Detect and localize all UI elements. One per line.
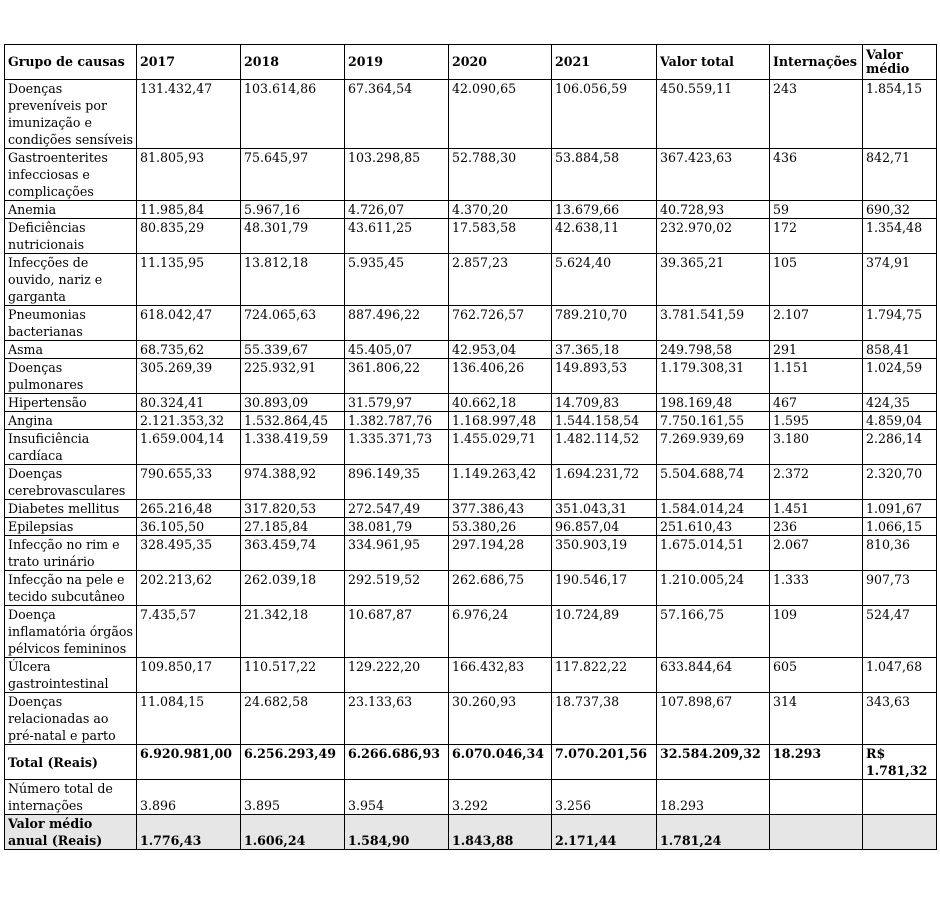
hosp-2017: 3.896 [137, 780, 241, 815]
value-cell: 96.857,04 [552, 518, 657, 536]
value-cell: 974.388,92 [241, 465, 345, 500]
value-cell: 48.301,79 [241, 219, 345, 254]
value-cell: 351.043,31 [552, 500, 657, 518]
value-cell: 67.364,54 [345, 80, 449, 149]
header-2017: 2017 [137, 45, 241, 80]
table-row [5, 219, 937, 254]
value-cell: 10.687,87 [345, 606, 449, 658]
cause-cell: Deficiências nutricionais [5, 219, 137, 254]
total-value: 32.584.209,32 [657, 745, 770, 780]
avg-empty-2 [863, 815, 937, 850]
value-cell: 38.081,79 [345, 518, 449, 536]
value-cell: 790.655,33 [137, 465, 241, 500]
value-cell: 262.686,75 [449, 571, 552, 606]
value-cell: 4.726,07 [345, 201, 449, 219]
value-cell: 40.662,18 [449, 394, 552, 412]
value-cell: 467 [770, 394, 863, 412]
value-cell: 762.726,57 [449, 306, 552, 341]
row-label: Número total de internações [5, 780, 137, 815]
value-cell: 75.645,97 [241, 149, 345, 201]
value-cell: 291 [770, 341, 863, 359]
value-cell: 1.151 [770, 359, 863, 394]
value-cell: 1.168.997,48 [449, 412, 552, 430]
value-cell: 81.805,93 [137, 149, 241, 201]
value-cell: 262.039,18 [241, 571, 345, 606]
value-cell: 202.213,62 [137, 571, 241, 606]
value-cell: 129.222,20 [345, 658, 449, 693]
avg-2020: 1.843,88 [449, 815, 552, 850]
table-row [5, 658, 937, 693]
value-cell: 53.884,58 [552, 149, 657, 201]
value-cell: 103.614,86 [241, 80, 345, 149]
value-cell: 45.405,07 [345, 341, 449, 359]
hosp-2018: 3.895 [241, 780, 345, 815]
table-row [5, 306, 937, 341]
value-cell: 297.194,28 [449, 536, 552, 571]
value-cell: 1.532.864,45 [241, 412, 345, 430]
value-cell: 105 [770, 254, 863, 306]
table-row [5, 693, 937, 745]
value-cell: 1.794,75 [863, 306, 937, 341]
value-cell: 30.260,93 [449, 693, 552, 745]
cause-cell: Infecção no rim e trato urinário [5, 536, 137, 571]
value-cell: 1.091,67 [863, 500, 937, 518]
table-row [5, 536, 937, 571]
value-cell: 117.822,22 [552, 658, 657, 693]
value-cell: 1.024,59 [863, 359, 937, 394]
value-cell: 858,41 [863, 341, 937, 359]
table-row [5, 518, 937, 536]
cause-cell: Asma [5, 341, 137, 359]
value-cell: 21.342,18 [241, 606, 345, 658]
value-cell: 424,35 [863, 394, 937, 412]
value-cell: 107.898,67 [657, 693, 770, 745]
value-cell: 343,63 [863, 693, 937, 745]
value-cell: 2.320,70 [863, 465, 937, 500]
value-cell: 1.179.308,31 [657, 359, 770, 394]
value-cell: 1.544.158,54 [552, 412, 657, 430]
value-cell: 53.380,26 [449, 518, 552, 536]
hosp-2019: 3.954 [345, 780, 449, 815]
value-cell: 37.365,18 [552, 341, 657, 359]
value-cell: 361.806,22 [345, 359, 449, 394]
value-cell: 42.953,04 [449, 341, 552, 359]
value-cell: 272.547,49 [345, 500, 449, 518]
value-cell: 317.820,53 [241, 500, 345, 518]
cause-cell: Gastroenterites infecciosas e complicações [5, 149, 137, 201]
value-cell: 618.042,47 [137, 306, 241, 341]
value-cell: 1.854,15 [863, 80, 937, 149]
header-cause-group: Grupo de causas [5, 45, 137, 80]
table-row [5, 571, 937, 606]
value-cell: 524,47 [863, 606, 937, 658]
header-total-value: Valor total [657, 45, 770, 80]
value-cell: 251.610,43 [657, 518, 770, 536]
value-cell: 436 [770, 149, 863, 201]
header-hospitalizations: Internações [770, 45, 863, 80]
value-cell: 232.970,02 [657, 219, 770, 254]
value-cell: 6.976,24 [449, 606, 552, 658]
header-2018: 2018 [241, 45, 345, 80]
value-cell: 1.354,48 [863, 219, 937, 254]
value-cell: 5.967,16 [241, 201, 345, 219]
value-cell: 907,73 [863, 571, 937, 606]
value-cell: 2.107 [770, 306, 863, 341]
value-cell: 1.451 [770, 500, 863, 518]
cause-cell: Angina [5, 412, 137, 430]
hospitalization-cost-table [4, 44, 937, 850]
value-cell: 55.339,67 [241, 341, 345, 359]
value-cell: 14.709,83 [552, 394, 657, 412]
value-cell: 810,36 [863, 536, 937, 571]
table-row [5, 341, 937, 359]
cause-cell: Doenças pulmonares [5, 359, 137, 394]
value-cell: 724.065,63 [241, 306, 345, 341]
value-cell: 887.496,22 [345, 306, 449, 341]
table-row [5, 394, 937, 412]
hospitalizations-row [5, 780, 937, 815]
value-cell: 2.067 [770, 536, 863, 571]
cause-cell: Doenças relacionadas ao pré-natal e parto [5, 693, 137, 745]
value-cell: 198.169,48 [657, 394, 770, 412]
annual-average-row [5, 815, 937, 850]
avg-empty-1 [770, 815, 863, 850]
value-cell: 103.298,85 [345, 149, 449, 201]
value-cell: 5.624,40 [552, 254, 657, 306]
value-cell: 314 [770, 693, 863, 745]
value-cell: 131.432,47 [137, 80, 241, 149]
value-cell: 68.735,62 [137, 341, 241, 359]
value-cell: 172 [770, 219, 863, 254]
value-cell: 106.056,59 [552, 80, 657, 149]
avg-2018: 1.606,24 [241, 815, 345, 850]
value-cell: 166.432,83 [449, 658, 552, 693]
value-cell: 7.435,57 [137, 606, 241, 658]
value-cell: 1.694.231,72 [552, 465, 657, 500]
value-cell: 5.935,45 [345, 254, 449, 306]
value-cell: 374,91 [863, 254, 937, 306]
header-2021: 2021 [552, 45, 657, 80]
value-cell: 36.105,50 [137, 518, 241, 536]
value-cell: 1.595 [770, 412, 863, 430]
total-hospitalizations: 18.293 [770, 745, 863, 780]
total-2017: 6.920.981,00 [137, 745, 241, 780]
value-cell: 11.084,15 [137, 693, 241, 745]
value-cell: 24.682,58 [241, 693, 345, 745]
value-cell: 57.166,75 [657, 606, 770, 658]
value-cell: 896.149,35 [345, 465, 449, 500]
value-cell: 59 [770, 201, 863, 219]
value-cell: 2.286,14 [863, 430, 937, 465]
value-cell: 27.185,84 [241, 518, 345, 536]
value-cell: 1.333 [770, 571, 863, 606]
value-cell: 350.903,19 [552, 536, 657, 571]
value-cell: 1.210.005,24 [657, 571, 770, 606]
cause-cell: Anemia [5, 201, 137, 219]
cause-cell: Diabetes mellitus [5, 500, 137, 518]
value-cell: 149.893,53 [552, 359, 657, 394]
value-cell: 292.519,52 [345, 571, 449, 606]
value-cell: 2.372 [770, 465, 863, 500]
value-cell: 30.893,09 [241, 394, 345, 412]
value-cell: 249.798,58 [657, 341, 770, 359]
avg-total: 1.781,24 [657, 815, 770, 850]
total-2020: 6.070.046,34 [449, 745, 552, 780]
cause-cell: Infecções de ouvido, nariz e garganta [5, 254, 137, 306]
total-2021: 7.070.201,56 [552, 745, 657, 780]
total-2019: 6.266.686,93 [345, 745, 449, 780]
value-cell: 377.386,43 [449, 500, 552, 518]
value-cell: 605 [770, 658, 863, 693]
cause-cell: Doença inflamatória órgãos pélvicos femininos [5, 606, 137, 658]
cause-cell: Doenças cerebrovasculares [5, 465, 137, 500]
table-row [5, 80, 937, 149]
header-2019: 2019 [345, 45, 449, 80]
value-cell: 190.546,17 [552, 571, 657, 606]
header-row [5, 45, 937, 80]
table-row [5, 359, 937, 394]
row-label: Valor médio anual (Reais) [5, 815, 137, 850]
hosp-total: 18.293 [657, 780, 770, 815]
value-cell: 80.835,29 [137, 219, 241, 254]
value-cell: 328.495,35 [137, 536, 241, 571]
value-cell: 4.859,04 [863, 412, 937, 430]
value-cell: 363.459,74 [241, 536, 345, 571]
value-cell: 265.216,48 [137, 500, 241, 518]
value-cell: 225.932,91 [241, 359, 345, 394]
value-cell: 236 [770, 518, 863, 536]
value-cell: 334.961,95 [345, 536, 449, 571]
value-cell: 633.844,64 [657, 658, 770, 693]
total-row [5, 745, 937, 780]
avg-2021: 2.171,44 [552, 815, 657, 850]
value-cell: 842,71 [863, 149, 937, 201]
cause-cell: Doenças preveníveis por imunização e condições sensíveis [5, 80, 137, 149]
table-row [5, 430, 937, 465]
cause-cell: Hipertensão [5, 394, 137, 412]
value-cell: 367.423,63 [657, 149, 770, 201]
value-cell: 1.382.787,76 [345, 412, 449, 430]
table-row [5, 149, 937, 201]
value-cell: 23.133,63 [345, 693, 449, 745]
value-cell: 305.269,39 [137, 359, 241, 394]
value-cell: 31.579,97 [345, 394, 449, 412]
table-row [5, 606, 937, 658]
value-cell: 110.517,22 [241, 658, 345, 693]
value-cell: 450.559,11 [657, 80, 770, 149]
value-cell: 39.365,21 [657, 254, 770, 306]
total-average: R$ 1.781,32 [863, 745, 937, 780]
value-cell: 4.370,20 [449, 201, 552, 219]
value-cell: 40.728,93 [657, 201, 770, 219]
avg-2017: 1.776,43 [137, 815, 241, 850]
value-cell: 42.638,11 [552, 219, 657, 254]
value-cell: 3.781.541,59 [657, 306, 770, 341]
value-cell: 789.210,70 [552, 306, 657, 341]
cause-cell: Infecção na pele e tecido subcutâneo [5, 571, 137, 606]
hosp-2020: 3.292 [449, 780, 552, 815]
value-cell: 18.737,38 [552, 693, 657, 745]
value-cell: 1.066,15 [863, 518, 937, 536]
value-cell: 1.482.114,52 [552, 430, 657, 465]
value-cell: 1.675.014,51 [657, 536, 770, 571]
value-cell: 10.724,89 [552, 606, 657, 658]
table-row [5, 500, 937, 518]
table-row [5, 201, 937, 219]
value-cell: 7.269.939,69 [657, 430, 770, 465]
row-label: Total (Reais) [5, 745, 137, 780]
value-cell: 42.090,65 [449, 80, 552, 149]
header-2020: 2020 [449, 45, 552, 80]
cause-cell: Pneumonias bacterianas [5, 306, 137, 341]
value-cell: 3.180 [770, 430, 863, 465]
value-cell: 2.857,23 [449, 254, 552, 306]
value-cell: 7.750.161,55 [657, 412, 770, 430]
value-cell: 52.788,30 [449, 149, 552, 201]
value-cell: 136.406,26 [449, 359, 552, 394]
hosp-empty-1 [770, 780, 863, 815]
value-cell: 17.583,58 [449, 219, 552, 254]
table-row [5, 412, 937, 430]
value-cell: 2.121.353,32 [137, 412, 241, 430]
value-cell: 690,32 [863, 201, 937, 219]
value-cell: 109.850,17 [137, 658, 241, 693]
value-cell: 1.338.419,59 [241, 430, 345, 465]
cause-cell: Epilepsias [5, 518, 137, 536]
value-cell: 109 [770, 606, 863, 658]
value-cell: 11.985,84 [137, 201, 241, 219]
value-cell: 1.149.263,42 [449, 465, 552, 500]
header-average-value: Valor médio [863, 45, 937, 80]
value-cell: 11.135,95 [137, 254, 241, 306]
hosp-empty-2 [863, 780, 937, 815]
value-cell: 80.324,41 [137, 394, 241, 412]
value-cell: 243 [770, 80, 863, 149]
value-cell: 13.812,18 [241, 254, 345, 306]
value-cell: 13.679,66 [552, 201, 657, 219]
cause-cell: Insuficiência cardíaca [5, 430, 137, 465]
value-cell: 1.659.004,14 [137, 430, 241, 465]
avg-2019: 1.584,90 [345, 815, 449, 850]
table-row [5, 254, 937, 306]
total-2018: 6.256.293,49 [241, 745, 345, 780]
value-cell: 5.504.688,74 [657, 465, 770, 500]
value-cell: 1.455.029,71 [449, 430, 552, 465]
value-cell: 43.611,25 [345, 219, 449, 254]
value-cell: 1.335.371,73 [345, 430, 449, 465]
value-cell: 1.584.014,24 [657, 500, 770, 518]
cause-cell: Úlcera gastrointestinal [5, 658, 137, 693]
table-row [5, 465, 937, 500]
value-cell: 1.047,68 [863, 658, 937, 693]
hosp-2021: 3.256 [552, 780, 657, 815]
